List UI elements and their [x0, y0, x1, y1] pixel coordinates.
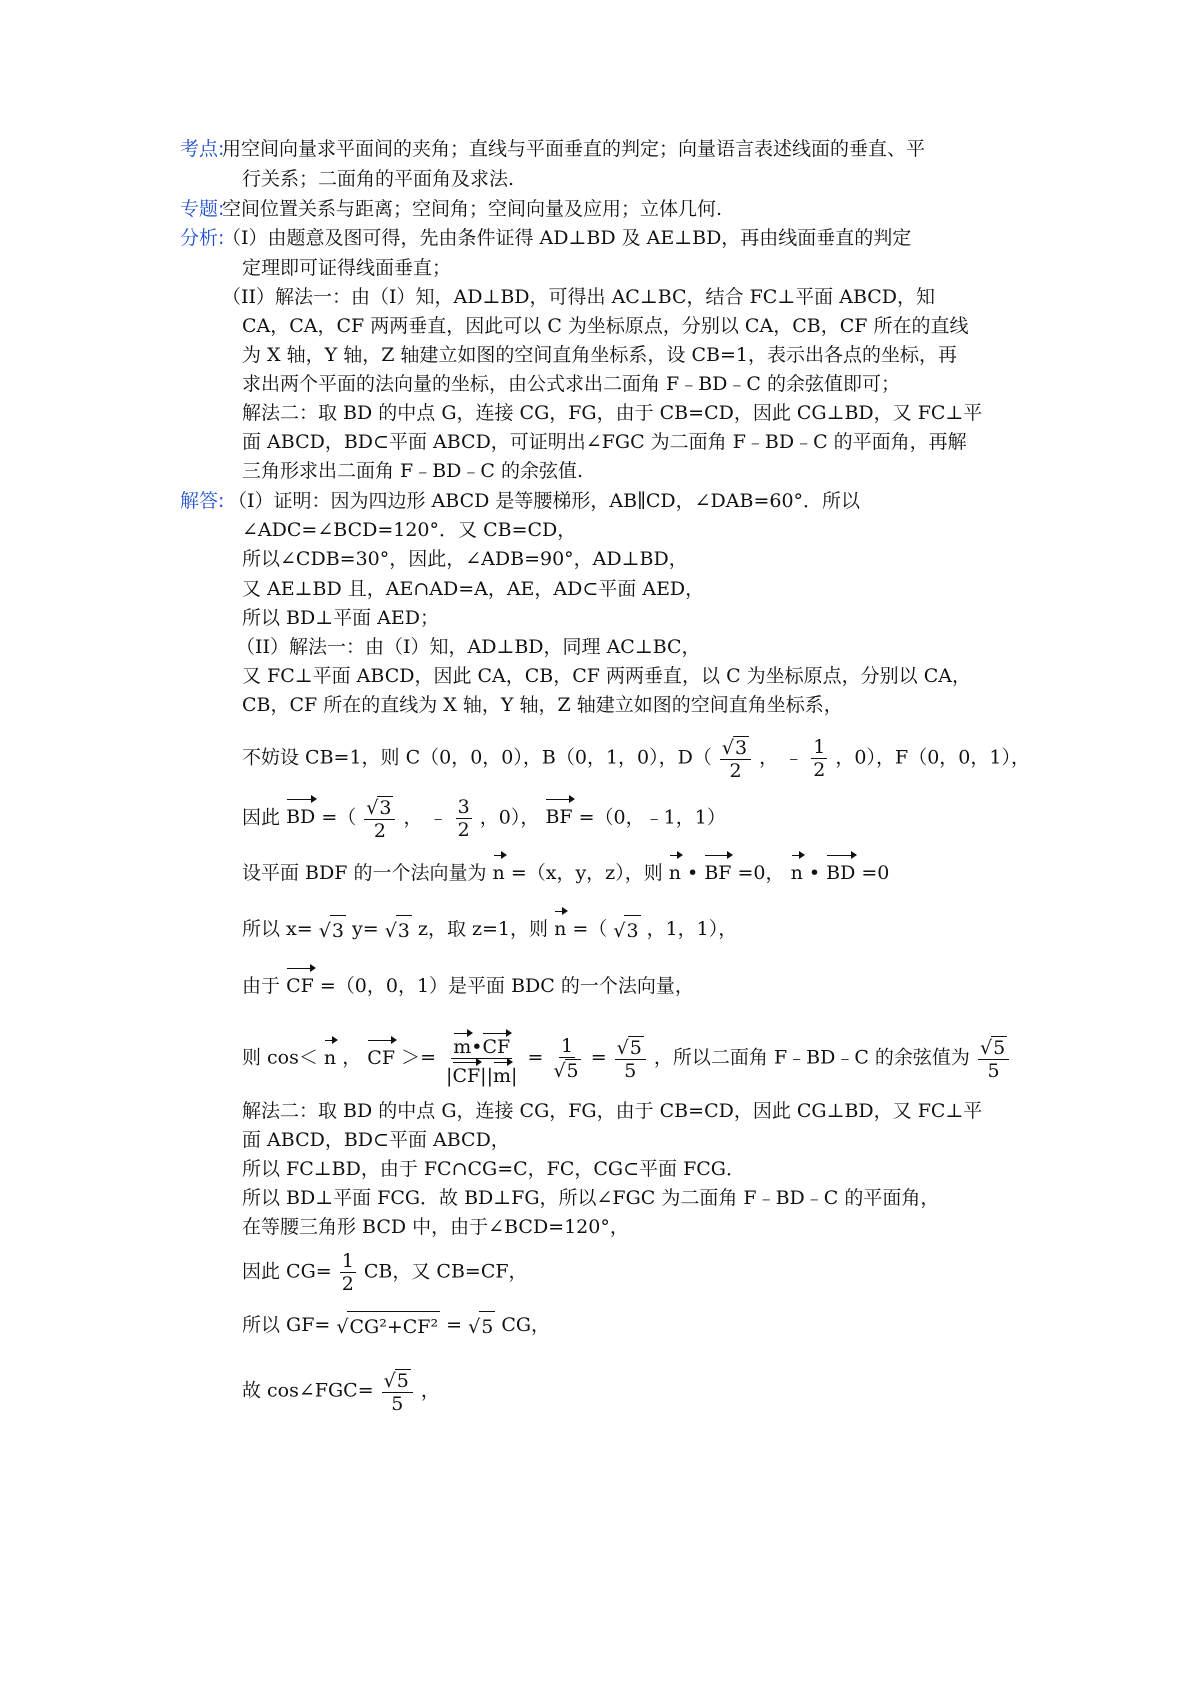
- vector-bd: BD: [826, 852, 855, 888]
- jieda-line-3: 所以∠CDB=30°，因此，∠ADB=90°，AD⊥BD，: [242, 548, 688, 570]
- fraction-sqrt5-over-5: $\frac{√5}{5}$: [382, 1368, 413, 1415]
- fenxi-line-1: （Ⅰ）由题意及图可得，先由条件证得 AD⊥BD 及 AE⊥BD，再由线面垂直的判定: [222, 227, 912, 249]
- kaodian-line-2: 行关系；二面角的平面角及求法.: [242, 168, 515, 190]
- label-kaodian: 考点:: [180, 138, 225, 160]
- jieda-line-12: 所以 x= √3 y= √3 z，取 z=1，则 n =（ √3 ，1，1），: [242, 908, 737, 946]
- text-segment: =（x，y，z），则: [510, 862, 663, 884]
- label-jieda: 解答:: [180, 490, 225, 512]
- jieda-line-18: 所以 BD⊥平面 FCG．故 BD⊥FG，所以∠FGC 为二面角 F﹣BD﹣C 的平面角，: [242, 1187, 940, 1209]
- fraction-sqrt5-over-5: $\frac{√5}{5}$: [615, 1035, 646, 1082]
- fraction-sqrt3-over-2: $\frac{√3}{2}$: [364, 795, 395, 842]
- text-segment: 设平面 BDF 的一个法向量为: [242, 862, 487, 884]
- zhuanti-text: 空间位置关系与距离；空间角；空间向量及应用；立体几何.: [222, 198, 723, 220]
- sqrt-3: √3: [385, 915, 412, 946]
- vector-bf: BF: [545, 796, 572, 832]
- jieda-line-16: 面 ABCD，BD⊂平面 ABCD，: [242, 1129, 510, 1151]
- fraction-1-over-sqrt5: $\frac{1}{√5}$: [553, 1035, 579, 1082]
- text-segment: ，0），F（0，0，1），: [835, 746, 1030, 769]
- fenxi-line-2: 定理即可证得线面垂直；: [242, 257, 452, 279]
- text-segment: 因此 CG=: [242, 1260, 332, 1283]
- vector-n: n: [324, 1037, 336, 1073]
- jieda-line-9: 不妨设 CB=1，则 C（0，0，0），B（0，1，0），D（ $\frac{√3}{2}$ ， ﹣ $\frac{1}{2}$ ，0），F（0，0，1），: [242, 735, 1030, 782]
- jieda-line-10: 因此 BD =（ $\frac{√3}{2}$ ， ﹣ $\frac{3}{2}$ ，0）， BF =（0，﹣1，1）: [242, 795, 726, 842]
- vector-n: n: [493, 852, 505, 888]
- text-segment: 由于: [242, 975, 281, 997]
- fenxi-line-5: 为 X 轴，Y 轴，Z 轴建立如图的空间直角坐标系，设 CB=1，表示出各点的坐标，再: [242, 344, 957, 366]
- jieda-line-21: 所以 GF= √CG²+CF² = √5 CG，: [242, 1310, 550, 1342]
- jieda-line-7: 又 FC⊥平面 ABCD，因此 CA，CB，CF 两两垂直，以 C 为坐标原点，分别以 CA，: [242, 665, 971, 687]
- jieda-line-8: CB，CF 所在的直线为 X 轴，Y 轴，Z 轴建立如图的空间直角坐标系，: [242, 694, 843, 716]
- text-segment: ，所以二面角 F﹣BD﹣C 的余弦值为: [653, 1046, 970, 1069]
- text-segment: z，取 z=1，则: [417, 918, 549, 940]
- jieda-line-5: 所以 BD⊥平面 AED；: [242, 607, 439, 629]
- fraction-sqrt5-over-5: $\frac{√5}{5}$: [978, 1035, 1009, 1082]
- jieda-line-20: [242, 1250, 528, 1295]
- jieda-line-19: 在等腰三角形 BCD 中，由于∠BCD=120°，: [242, 1216, 629, 1238]
- fenxi-line-8: 面 ABCD，BD⊂平面 ABCD，可证明出∠FGC 为二面角 F﹣BD﹣C 的平面角，再解: [242, 431, 967, 453]
- jieda-line-1: （I）证明：因为四边形 ABCD 是等腰梯形，AB∥CD，∠DAB=60°．所以: [228, 490, 861, 512]
- text-segment: =（0，﹣1，1）: [578, 806, 726, 829]
- jieda-line-13: [242, 965, 694, 1001]
- fraction-dot-over-norms: $\frac{m•CF}{|CF||m|}$: [444, 1030, 519, 1087]
- text-segment: 故 cos∠FGC=: [242, 1379, 374, 1402]
- jieda-line-4: 又 AE⊥BD 且，AE∩AD=A，AE，AD⊂平面 AED，: [242, 578, 705, 600]
- fenxi-line-3: （II）解法一：由（I）知，AD⊥BD，可得出 AC⊥BC，结合 FC⊥平面 ABCD，知: [222, 286, 936, 308]
- label-fenxi: 分析:: [180, 227, 225, 249]
- text-segment: CG，: [501, 1314, 551, 1336]
- sqrt-3: √3: [319, 915, 346, 946]
- sqrt-cg2-cf2: √CG²+CF²: [336, 1311, 440, 1342]
- vector-cf: CF: [367, 1037, 395, 1073]
- text-segment: 不妨设 CB=1，则 C（0，0，0），B（0，1，0），D（: [242, 746, 712, 769]
- vector-n: n: [554, 908, 566, 944]
- vector-bd: BD: [286, 796, 315, 832]
- text-segment: ，0），: [479, 806, 540, 829]
- label-zhuanti: 专题:: [180, 198, 225, 220]
- fraction-3-over-2: $\frac{3}{2}$: [457, 795, 470, 841]
- fenxi-line-9: 三角形求出二面角 F﹣BD﹣C 的余弦值.: [242, 460, 584, 482]
- fraction-1-over-2: $\frac{1}{2}$: [341, 1250, 354, 1295]
- vector-bf: BF: [704, 852, 731, 888]
- sqrt-5: √5: [468, 1311, 495, 1342]
- vector-n: n: [791, 852, 803, 888]
- jieda-line-15: 解法二：取 BD 的中点 G，连接 CG，FG，由于 CB=CD，因此 CG⊥BD，又 FC⊥平: [242, 1100, 983, 1122]
- jieda-line-22: 故 cos∠FGC= $\frac{√5}{5}$ ，: [242, 1369, 440, 1415]
- text-segment: 则 cos＜: [242, 1046, 318, 1069]
- jieda-line-6: （II）解法一：由（I）知，AD⊥BD，同理 AC⊥BC，: [236, 636, 701, 658]
- text-segment: CB，又 CB=CF，: [363, 1260, 528, 1283]
- jieda-line-11: 设平面 BDF 的一个法向量为 n =（x，y，z），则 n • BF =0， n • BD =0: [242, 852, 889, 888]
- jieda-line-14: 则 cos＜ n ， CF ＞= $\frac{m•CF}{|CF||m|}$ = $\frac{1}{√5}$ = $\frac{√5}{5}$ ，所以二面角 F﹣BD﹣C 的余弦值为 $\frac{√5}{5}$: [242, 1030, 1011, 1087]
- text-segment: 所以 GF=: [242, 1314, 331, 1336]
- jieda-line-17: 所以 FC⊥BD，由于 FC∩CG=C，FC，CG⊂平面 FCG．: [242, 1158, 745, 1180]
- fenxi-line-6: 求出两个平面的法向量的坐标，由公式求出二面角 F﹣BD﹣C 的余弦值即可；: [242, 373, 900, 395]
- fenxi-line-7: 解法二：取 BD 的中点 G，连接 CG，FG，由于 CB=CD，因此 CG⊥BD，又 FC⊥平: [242, 402, 983, 424]
- fenxi-line-4: CA，CA，CF 两两垂直，因此可以 C 为坐标原点，分别以 CA，CB，CF 所在的直线: [242, 315, 969, 337]
- jieda-line-2: ∠ADC=∠BCD=120°．又 CB=CD，: [242, 519, 577, 541]
- sqrt-3: √3: [613, 915, 640, 946]
- fraction-sqrt3-over-2: $\frac{√3}{2}$: [720, 735, 751, 782]
- text-segment: 因此: [242, 806, 281, 829]
- vector-cf: CF: [286, 965, 314, 1001]
- vector-n: n: [669, 852, 681, 888]
- kaodian-line-1: 用空间向量求平面间的夹角；直线与平面垂直的判定；向量语言表述线面的垂直、平: [222, 138, 926, 160]
- text-segment: =（: [321, 806, 357, 829]
- text-segment: =（0，0，1）是平面 BDC 的一个法向量，: [319, 975, 694, 997]
- fraction-1-over-2: $\frac{1}{2}$: [813, 735, 826, 781]
- text-segment: 所以 x=: [242, 918, 313, 940]
